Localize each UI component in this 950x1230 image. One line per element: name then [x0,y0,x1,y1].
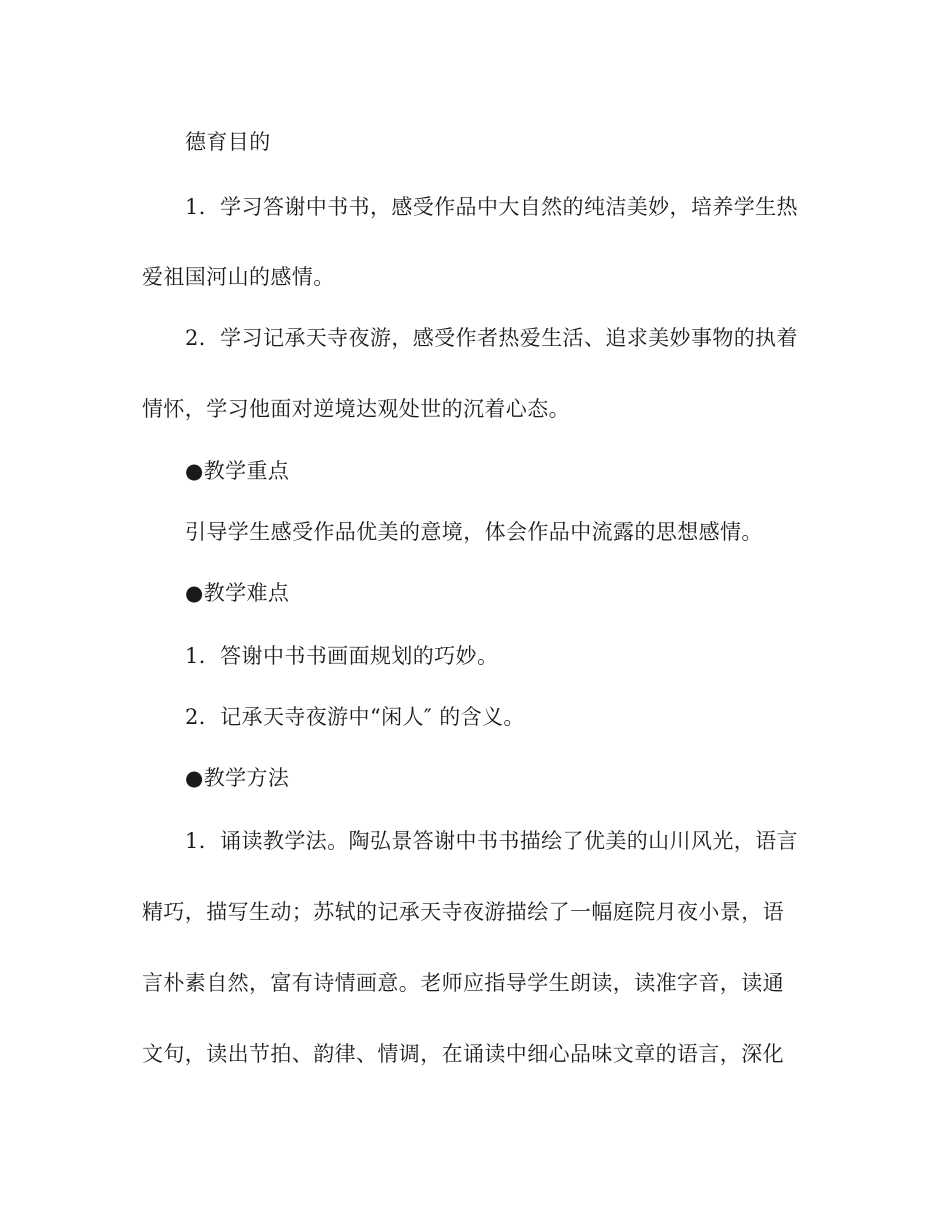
moral-goal-2-line1: 2．学习记承天寺夜游，感受作者热爱生活、追求美妙事物的执着 [185,326,798,350]
method-heading: ●教学方法 [185,766,290,790]
difficulty-item-2: 2．记承天寺夜游中“闲人″ 的含义。 [185,705,525,729]
key-point-heading: ●教学重点 [185,459,290,483]
moral-goal-2-line2: 情怀，学习他面对逆境达观处世的沉着心态。 [142,397,570,421]
moral-goal-1-line1: 1．学习答谢中书书，感受作品中大自然的纯洁美妙，培养学生热 [185,195,798,219]
method-1-line3: 言朴素自然，富有诗情画意。老师应指导学生朗读，读准字音，读通 [142,971,784,995]
difficulty-item-1: 1．答谢中书书画面规划的巧妙。 [185,644,499,668]
method-1-line4: 文句，读出节拍、韵律、情调，在诵读中细心品味文章的语言，深化 [142,1042,784,1066]
method-1-line1: 1．诵读教学法。陶弘景答谢中书书描绘了优美的山川风光，语言 [185,829,798,853]
key-point-text: 引导学生感受作品优美的意境，体会作品中流露的思想感情。 [185,520,763,544]
method-1-line2: 精巧，描写生动；苏轼的记承天寺夜游描绘了一幅庭院月夜小景，语 [142,900,784,924]
moral-goal-1-line2: 爱祖国河山的感情。 [142,265,335,289]
difficulty-heading: ●教学难点 [185,581,290,605]
moral-goal-heading: 德育目的 [185,130,271,154]
